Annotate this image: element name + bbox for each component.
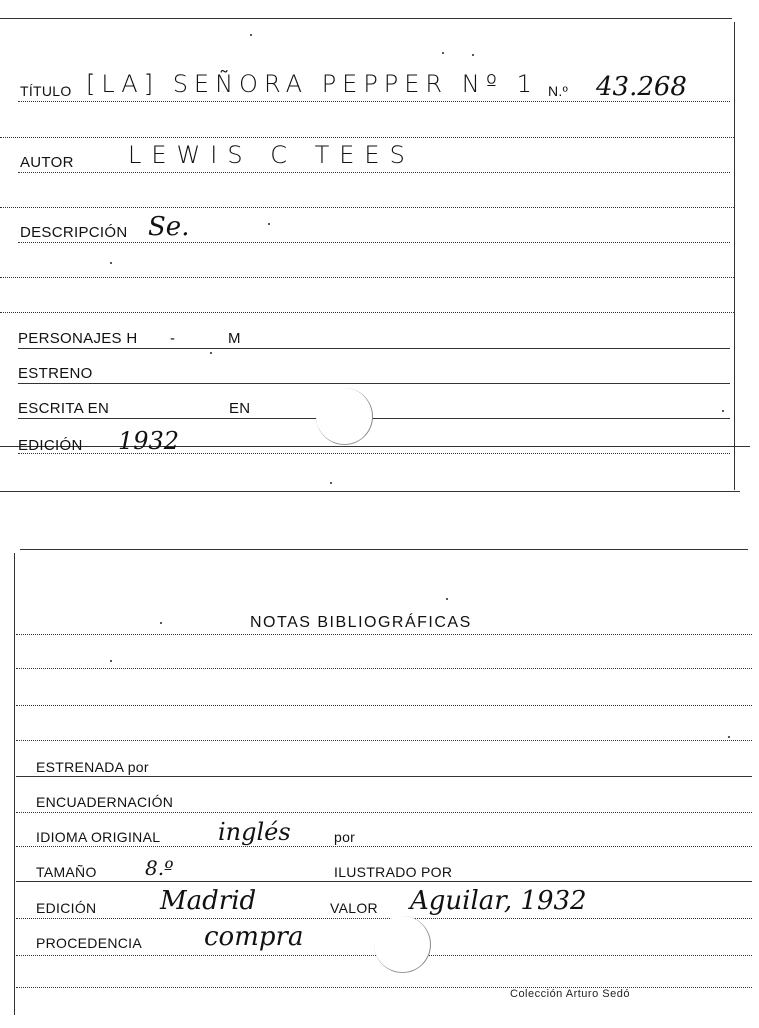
numero-label: N.º <box>548 83 569 99</box>
scan-speck <box>268 223 270 225</box>
idioma-label: IDIOMA ORIGINAL <box>36 829 161 845</box>
rule-n1 <box>16 668 752 669</box>
valor-value: Aguilar, 1932 <box>410 886 587 916</box>
punch-hole-top <box>316 388 373 445</box>
scan-speck <box>330 482 332 484</box>
scan-speck <box>110 262 112 264</box>
rule-4 <box>0 312 734 313</box>
card2-left-border <box>14 553 15 1015</box>
scan-speck <box>728 736 730 738</box>
rule-1 <box>0 137 734 138</box>
collection-credit: Colección Arturo Sedó <box>510 988 630 1000</box>
titulo-value: [LA] SEÑORA PEPPER Nº 1 <box>86 70 538 98</box>
rule-personajes <box>18 348 730 349</box>
scan-speck <box>446 598 448 600</box>
rule-n3 <box>16 740 752 741</box>
edicion-value: 1932 <box>118 427 180 455</box>
procedencia-label: PROCEDENCIA <box>36 935 142 951</box>
edicion-label: EDICIÓN <box>18 437 83 454</box>
rule-notas <box>16 634 752 635</box>
rule-estrenada <box>16 776 752 777</box>
personajes-h-value: - <box>170 330 176 347</box>
rule-3 <box>0 277 734 278</box>
scan-speck <box>250 34 252 36</box>
rule-tamano <box>16 881 752 882</box>
estreno-label: ESTRENO <box>18 365 93 382</box>
rule-edicion2 <box>16 918 752 919</box>
por-label: por <box>334 829 356 845</box>
descripcion-label: DESCRIPCIÓN <box>20 224 128 241</box>
escrita-en2-label: EN <box>229 400 251 417</box>
descripcion-value: Se. <box>148 212 190 242</box>
scan-speck <box>722 410 724 412</box>
rule-bottom <box>16 987 752 988</box>
card-right-border <box>734 22 735 490</box>
punch-hole-bottom <box>374 916 431 973</box>
encuadernacion-label: ENCUADERNACIÓN <box>36 794 174 810</box>
edicion2-value: Madrid <box>160 886 257 916</box>
escrita-en-label: ESCRITA EN <box>18 400 110 417</box>
rule-2 <box>0 207 734 208</box>
rule-edicion-extended <box>0 446 750 447</box>
tamano-value: 8.º <box>145 856 174 880</box>
notas-heading: NOTAS BIBLIOGRÁFICAS <box>250 614 472 631</box>
scan-speck <box>110 660 112 662</box>
rule-idioma <box>16 846 752 847</box>
card2-top-border <box>20 549 748 550</box>
autor-label: AUTOR <box>20 154 74 171</box>
valor-label: VALOR <box>330 900 378 916</box>
scan-speck <box>472 54 474 56</box>
rule-encuadernacion <box>16 812 752 813</box>
estrenada-label: ESTRENADA por <box>36 759 149 775</box>
tamano-label: TAMAÑO <box>36 864 97 880</box>
scan-speck <box>210 352 212 354</box>
autor-value: LEWIS C TEES <box>128 141 415 169</box>
titulo-label: TÍTULO <box>20 83 72 99</box>
rule-n2 <box>16 705 752 706</box>
rule-descripcion <box>18 242 730 243</box>
idioma-value: inglés <box>218 818 291 846</box>
procedencia-value: compra <box>204 922 304 952</box>
scan-speck <box>160 622 162 624</box>
personajes-m-label: M <box>228 330 241 347</box>
ilustrado-label: ILUSTRADO POR <box>334 864 453 880</box>
personajes-label: PERSONAJES H <box>18 330 138 347</box>
rule-autor <box>18 172 730 173</box>
scan-speck <box>442 52 444 54</box>
numero-value: 43.268 <box>596 72 687 102</box>
rule-estreno <box>18 383 730 384</box>
card-bottom-border <box>0 491 740 492</box>
card-top-border <box>0 18 732 19</box>
rule-escrita <box>18 418 730 419</box>
edicion2-label: EDICIÓN <box>36 900 97 916</box>
